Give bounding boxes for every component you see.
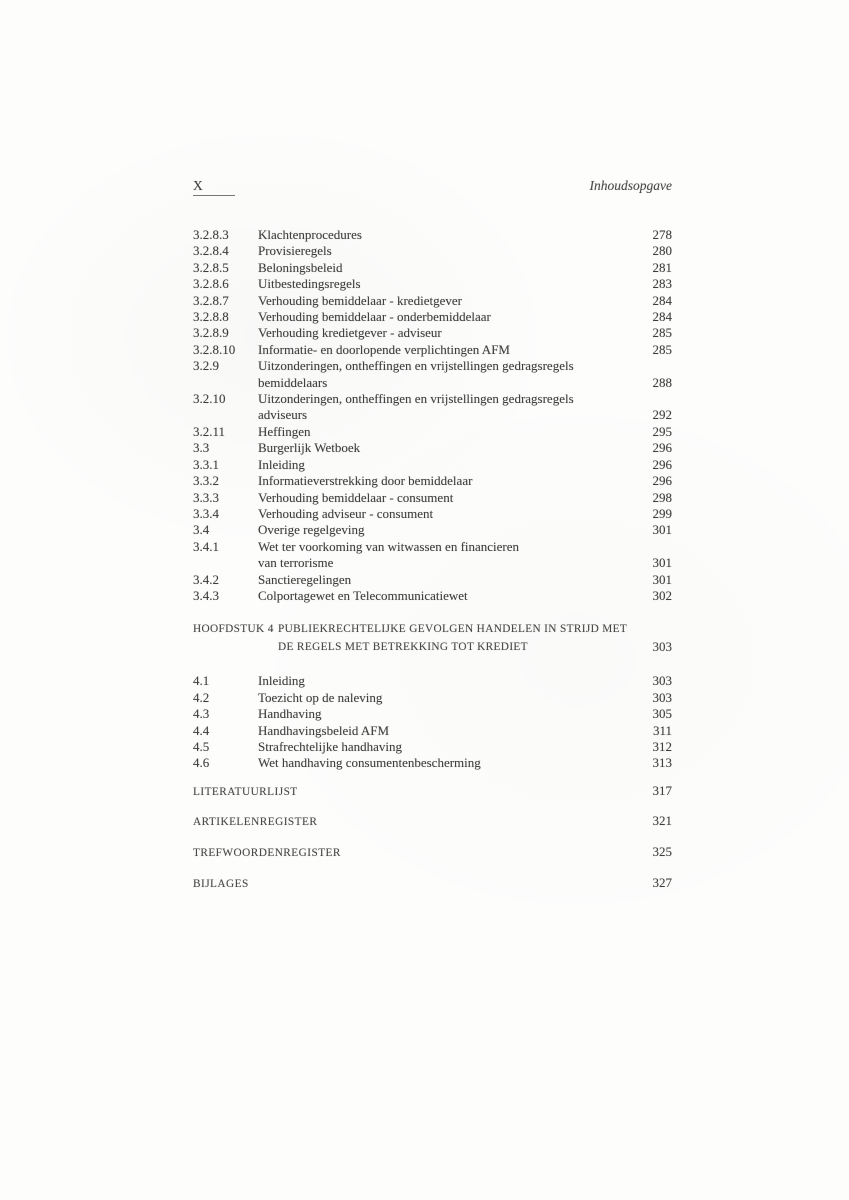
toc-entry-page: 280 [652,243,672,259]
toc-entry-page: 298 [652,489,672,505]
toc-section-chapter3 [193,227,672,604]
toc-entry-title: Toezicht op de naleving [258,689,383,705]
toc-entry-title: Informatie- en doorlopende verplichtingen AFM [258,341,510,357]
toc-entry-title: Sanctieregelingen [258,571,352,587]
toc-entry-title: Handhavingsbeleid AFM [258,722,390,738]
toc-entry-title: Burgerlijk Wetboek [258,440,361,456]
backmatter-title: LITERATUURLIJST [193,785,298,798]
toc-entry-title: Verhouding bemiddelaar - onderbemiddelaar [258,309,491,325]
toc-entry-page: 281 [652,259,672,275]
chapter-title-line1: PUBLIEKRECHTELIJKE GEVOLGEN HANDELEN IN STRIJD MET [278,623,628,636]
toc-entry-title: Verhouding bemiddelaar - consument [258,489,454,505]
toc-section-chapter4 [193,673,672,771]
backmatter-title: ARTIKELENREGISTER [193,816,318,829]
toc-entry-page: 296 [652,473,672,489]
toc-row [193,588,672,604]
toc-entry-page: 301 [652,555,672,571]
toc-entry-title: bemiddelaars [258,374,328,390]
toc-entry-number: 3.3.4 [193,505,219,521]
toc-entry-page: 288 [652,374,672,390]
toc-entry-number: 3.2.8.8 [193,309,229,325]
toc-entry-number: 3.4.1 [193,538,219,554]
running-title: Inhoudsopgave [589,178,672,193]
toc-entry-page: 311 [652,722,672,738]
toc-row [193,572,672,588]
toc-entry-number [193,407,258,423]
toc-entry-number: 3.3.2 [193,473,219,489]
toc-entry-number: 3.2.10 [193,391,226,407]
toc-entry-page: 292 [652,407,672,423]
toc-row [193,407,672,423]
toc-entry-page: 299 [652,505,672,521]
backmatter-section [193,783,672,891]
toc-entry-number: 3.2.8.5 [193,259,229,275]
folio-page-number: X [193,178,204,193]
page-header [193,177,672,196]
toc-entry-title: Beloningsbeleid [258,259,343,275]
toc-entry-page: 303 [652,673,672,689]
toc-entry-number: 3.2.8.4 [193,243,229,259]
toc-entry-number: 3.2.8.3 [193,227,229,242]
toc-entry-number: 4.2 [193,689,210,705]
toc-entry-number: 4.3 [193,706,210,722]
backmatter-title: TREFWOORDENREGISTER [193,846,341,859]
toc-entry-number: 3.2.8.9 [193,325,229,341]
backmatter-page: 317 [652,782,672,798]
header-rule [193,195,235,196]
toc-entry-number: 4.1 [193,673,210,689]
toc-entry-number: 3.2.8.7 [193,292,229,308]
backmatter-page: 321 [652,813,672,829]
toc-entry-page: 313 [652,755,672,771]
toc-entry-title: Klachtenprocedures [258,227,362,242]
toc-entry-title: Strafrechtelijke handhaving [258,738,403,754]
toc-row [193,539,672,555]
toc-entry-page: 284 [652,309,672,325]
toc-row [193,243,672,259]
backmatter-row [193,875,672,891]
chapter-page: 303 [652,639,672,655]
chapter-label: HOOFDSTUK 4 [193,623,274,636]
toc-entry-title: Uitbestedingsregels [258,276,361,292]
toc-entry-page [630,539,672,555]
toc-entry-page: 312 [652,738,672,754]
toc-row [193,424,672,440]
toc-entry-title: Verhouding bemiddelaar - kredietgever [258,292,462,308]
toc-row [193,440,672,456]
toc-entry-number: 3.4.3 [193,587,219,603]
toc-row [193,755,672,771]
toc-row [193,309,672,325]
toc-entry-title: Colportagewet en Telecommunicatiewet [258,587,468,603]
chapter-title [278,620,630,656]
toc-entry-page [630,358,672,374]
toc-row [193,490,672,506]
toc-entry-number: 3.2.8.6 [193,276,229,292]
toc-entry-page: 301 [652,522,672,538]
toc-entry-page: 284 [652,292,672,308]
toc-row [193,723,672,739]
toc-entry-number: 4.6 [193,755,210,771]
toc-row [193,673,672,689]
toc-row [193,473,672,489]
toc-entry-page: 283 [652,276,672,292]
toc-row [193,227,672,243]
toc-entry-title: Uitzonderingen, ontheffingen en vrijstellingen gedragsregels [258,391,574,407]
toc-row [193,342,672,358]
toc-row [193,506,672,522]
toc-entry-number [193,555,258,571]
toc-content [193,177,672,905]
toc-entry-title: Wet handhaving consumentenbescherming [258,755,481,771]
toc-entry-page: 285 [652,341,672,357]
toc-row [193,690,672,706]
toc-entry-number: 3.2.9 [193,358,219,374]
toc-entry-page: 302 [652,587,672,603]
toc-entry-page: 296 [652,456,672,472]
toc-row [193,260,672,276]
backmatter-row [193,813,672,829]
toc-entry-page: 278 [652,227,672,242]
toc-entry-number: 3.3.1 [193,456,219,472]
toc-row [193,391,672,407]
toc-row [193,358,672,374]
toc-entry-number: 3.4.2 [193,571,219,587]
backmatter-page: 325 [652,843,672,859]
toc-row [193,293,672,309]
toc-entry-number: 4.4 [193,722,210,738]
toc-row [193,457,672,473]
toc-entry-title: adviseurs [258,407,308,423]
backmatter-title: BIJLAGES [193,877,249,890]
chapter4-heading [193,620,672,656]
toc-entry-title: Inleiding [258,456,305,472]
chapter-title-line2: DE REGELS MET BETREKKING TOT KREDIET [278,641,528,654]
backmatter-row [193,783,672,799]
toc-row [193,276,672,292]
toc-row [193,739,672,755]
toc-entry-number [193,375,258,391]
toc-entry-number: 4.5 [193,738,210,754]
toc-entry-page: 285 [652,325,672,341]
toc-entry-title: Wet ter voorkoming van witwassen en financieren [258,538,520,554]
toc-entry-title: Verhouding adviseur - consument [258,505,434,521]
toc-entry-number: 3.2.11 [193,423,226,439]
toc-entry-title: Heffingen [258,423,311,439]
toc-entry-title: Handhaving [258,706,322,722]
toc-entry-page: 296 [652,440,672,456]
toc-entry-page: 295 [652,423,672,439]
toc-entry-page: 305 [652,706,672,722]
toc-entry-title: Uitzonderingen, ontheffingen en vrijstellingen gedragsregels [258,358,574,374]
toc-entry-title: van terrorisme [258,555,334,571]
toc-entry-number: 3.4 [193,522,210,538]
toc-entry-title: Overige regelgeving [258,522,365,538]
toc-entry-page: 301 [652,571,672,587]
toc-row [193,325,672,341]
toc-row [193,522,672,538]
toc-row [193,706,672,722]
toc-entry-title: Inleiding [258,673,305,689]
toc-row [193,555,672,571]
backmatter-page: 327 [652,874,672,890]
toc-entry-title: Informatieverstrekking door bemiddelaar [258,473,473,489]
toc-row [193,375,672,391]
toc-entry-title: Provisieregels [258,243,332,259]
backmatter-row [193,844,672,860]
toc-entry-number: 3.2.8.10 [193,341,236,357]
toc-entry-number: 3.3 [193,440,210,456]
toc-entry-page: 303 [652,689,672,705]
toc-entry-number: 3.3.3 [193,489,219,505]
toc-entry-page [630,391,672,407]
toc-entry-title: Verhouding kredietgever - adviseur [258,325,442,341]
